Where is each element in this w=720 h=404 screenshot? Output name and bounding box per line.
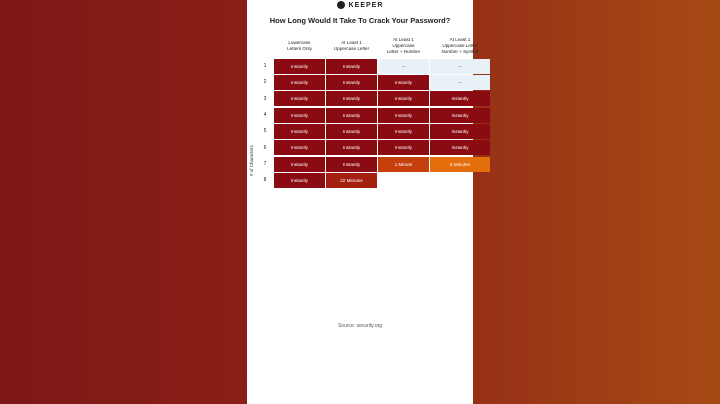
table-cell: Instantly [378, 124, 429, 139]
table-cell: – [378, 59, 429, 74]
column-header: At Least 1 Uppercase Letter + Number [386, 36, 421, 55]
table-cell: – [430, 75, 490, 90]
keeper-logo-icon [337, 1, 345, 9]
character-count-axis-label: # of Characters [249, 145, 254, 176]
column-header: At Least 1 Uppercase Letter Number + Symbol [441, 36, 479, 55]
table-cell: Instantly [326, 157, 377, 172]
table-cell: Instantly [326, 75, 377, 90]
source-note: Source: security.org [337, 323, 383, 329]
table-cell: Instantly [326, 124, 377, 139]
table-cell: Instantly [274, 91, 325, 106]
table-cell: – [430, 59, 490, 74]
column-header: Lowercase Letters Only [287, 39, 312, 51]
table-cell: Instantly [274, 140, 325, 155]
row-label: 5 [263, 128, 267, 135]
table-cell: Instantly [274, 124, 325, 139]
table-cell: Instantly [430, 91, 490, 106]
column-header: At Least 1 Uppercase Letter [333, 39, 370, 51]
row-label: 4 [263, 112, 267, 119]
infographic-title: How Long Would It Take To Crack Your Password? [269, 16, 451, 25]
table-cell: Instantly [326, 108, 377, 123]
table-cell: Instantly [326, 140, 377, 155]
table-cell: Instantly [430, 108, 490, 123]
table-cell: Instantly [378, 108, 429, 123]
logo-text: KEEPER [348, 1, 384, 9]
table-cell: 22 Minutes [326, 173, 377, 188]
row-label: 3 [263, 95, 267, 102]
table-cell: Instantly [430, 140, 490, 155]
table-cell: Instantly [274, 173, 325, 188]
keeper-logo [247, 0, 473, 10]
table-cell: Instantly [378, 75, 429, 90]
row-label: 6 [263, 144, 267, 151]
row-label: 2 [263, 79, 267, 86]
table-cell: Instantly [326, 59, 377, 74]
table-cell: Instantly [274, 59, 325, 74]
table-cell: Instantly [326, 91, 377, 106]
row-label: 1 [263, 63, 267, 69]
password-crack-infographic [247, 0, 479, 404]
table-cell: Instantly [430, 124, 490, 139]
table-cell: 6 Minutes [430, 157, 490, 172]
table-cell: Instantly [378, 140, 429, 155]
table-cell: 1 Minute [378, 157, 429, 172]
table-cell: Instantly [274, 75, 325, 90]
table-cell: Instantly [274, 157, 325, 172]
table-cell: Instantly [274, 108, 325, 123]
row-label: 7 [263, 161, 267, 168]
row-label: 8 [263, 177, 267, 184]
table-cell: Instantly [378, 91, 429, 106]
